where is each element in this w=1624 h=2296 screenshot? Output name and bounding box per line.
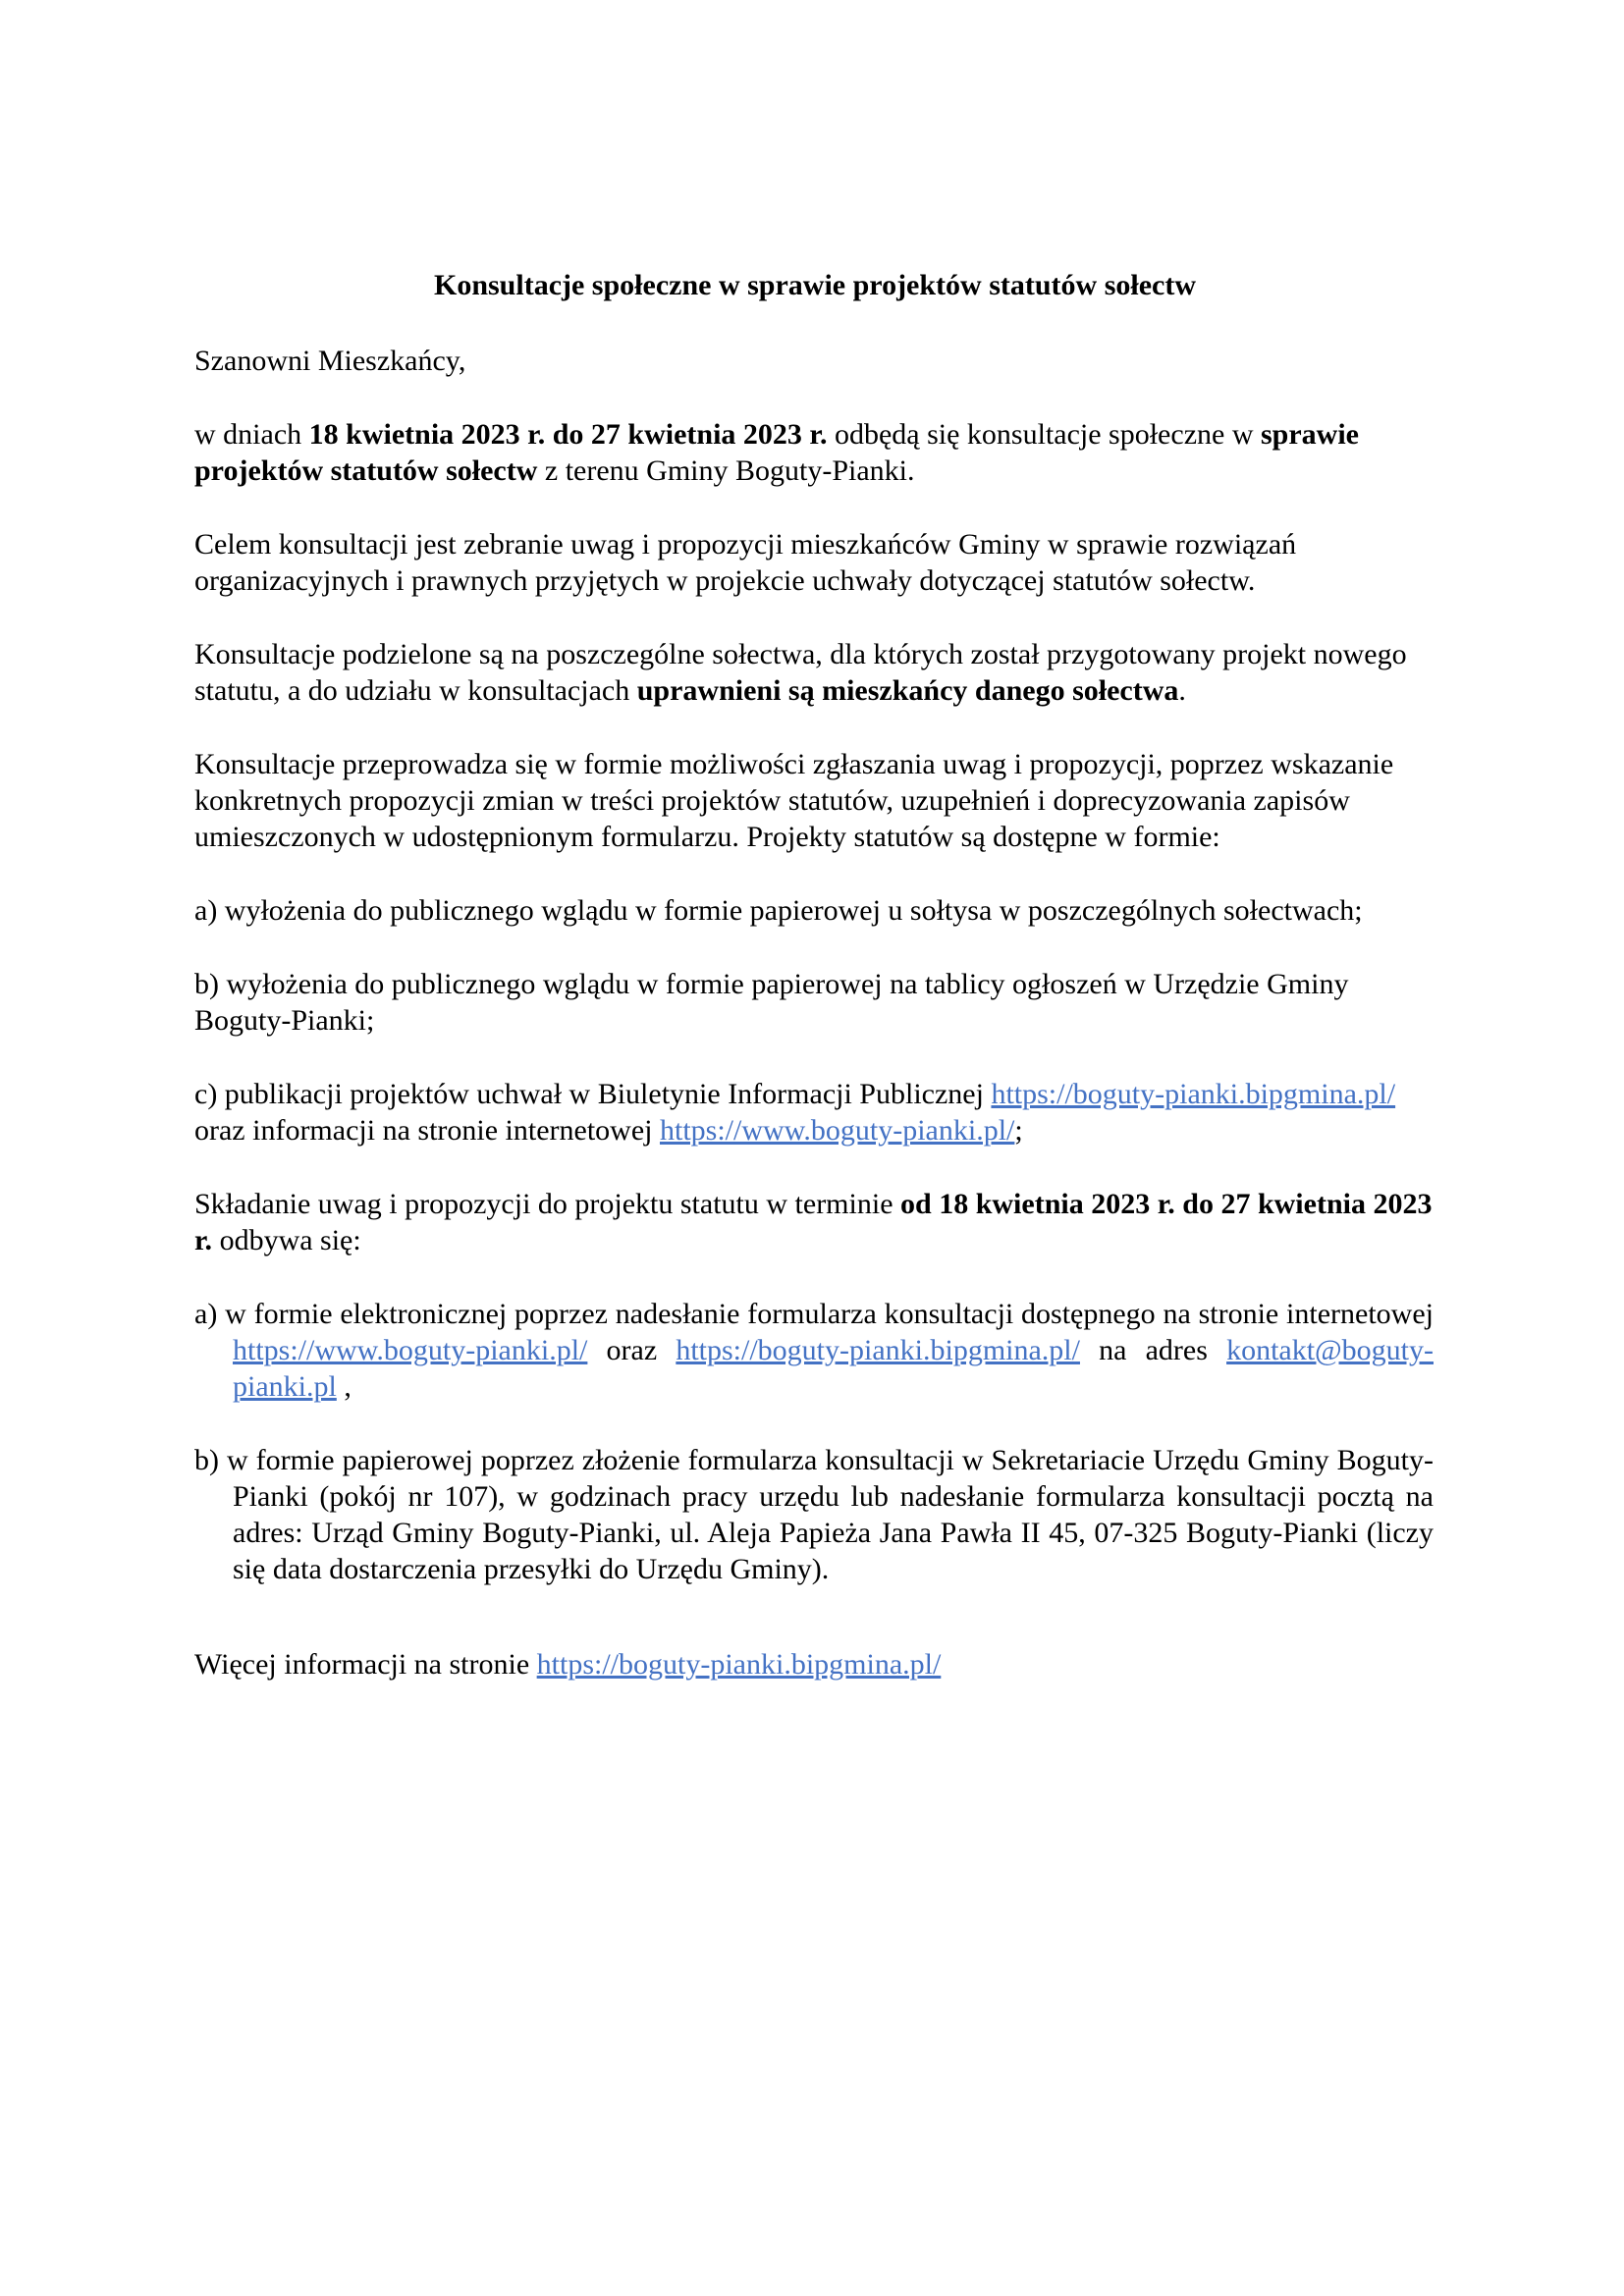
list-item-c	[194, 1076, 1434, 1148]
list-item-a: a) wyłożenia do publicznego wglądu w formie papierowej u sołtysa w poszczególnych sołectwach;	[194, 894, 1363, 927]
paragraph-submission	[194, 1186, 1434, 1258]
text: Składanie uwag i propozycji do projektu statutu w terminie	[194, 1188, 901, 1220]
submission-item-a	[194, 1296, 1434, 1405]
text: odbywa się:	[212, 1224, 361, 1256]
footer-info	[194, 1646, 1434, 1682]
text: odbędą się konsultacje społeczne w	[827, 418, 1261, 451]
text: z terenu Gminy Boguty-Pianki.	[537, 454, 915, 487]
text: Konsultacje podzielone są na poszczególne sołectwa, dla których został przygotowany projekt nowego statutu, a do udziału w konsultacjach	[194, 638, 1407, 707]
text: ,	[336, 1370, 352, 1403]
bip-link[interactable]: https://boguty-pianki.bipgmina.pl/	[991, 1078, 1396, 1110]
text: ;	[1014, 1114, 1023, 1147]
bip-link[interactable]: https://boguty-pianki.bipgmina.pl/	[536, 1648, 942, 1681]
website-link[interactable]: https://www.boguty-pianki.pl/	[233, 1334, 588, 1366]
submission-item-b: b) w formie papierowej poprzez złożenie formularza konsultacji w Sekretariacie Urzędu Gminy Boguty-Pianki (pokój nr 107), w godzinach pracy urzędu lub nadesłanie formularza konsultacji pocztą na adres: Urząd Gminy Boguty-Pianki, ul. Aleja Papieża Jana Pawła II 45, 07-325 Boguty-Pianki (liczy się data dostarczenia przesyłki do Urzędu Gminy).	[194, 1444, 1434, 1585]
text: na adres	[1079, 1334, 1227, 1366]
paragraph-form: Konsultacje przeprowadza się w formie możliwości zgłaszania uwag i propozycji, poprzez wskazanie konkretnych propozycji zmian w treści projektów statutów, uzupełnień i doprecyzowania zapisów umieszczonych w udostępnionym formularzu. Projekty statutów są dostępne w formie:	[194, 748, 1394, 853]
paragraph-eligibility	[194, 636, 1434, 709]
document-title: Konsultacje społeczne w sprawie projektów statutów sołectw	[433, 269, 1196, 301]
email-link[interactable]: kontakt@boguty-pianki.pl	[233, 1334, 1434, 1403]
text: Więcej informacji na stronie	[194, 1648, 537, 1681]
text: a) w formie elektronicznej poprzez nadesłanie formularza konsultacji dostępnego na stronie internetowej	[194, 1298, 1434, 1330]
website-link[interactable]: https://www.boguty-pianki.pl/	[659, 1114, 1015, 1147]
text: .	[1178, 674, 1186, 707]
bold-dates: 18 kwietnia 2023 r. do 27 kwietnia 2023 r.	[308, 418, 828, 451]
text: w dniach	[194, 418, 309, 451]
bip-link[interactable]: https://boguty-pianki.bipgmina.pl/	[676, 1334, 1080, 1366]
text: oraz informacji na stronie internetowej	[194, 1114, 660, 1147]
bold-eligibility: uprawnieni są mieszkańcy danego sołectwa	[636, 674, 1179, 707]
text: c) publikacji projektów uchwał w Biuletynie Informacji Publicznej	[194, 1078, 992, 1110]
paragraph-purpose: Celem konsultacji jest zebranie uwag i propozycji mieszkańców Gminy w sprawie rozwiązań organizacyjnych i prawnych przyjętych w projekcie uchwały dotyczącej statutów sołectw.	[194, 528, 1297, 597]
bold-subject: sprawie projektów statutów sołectw	[194, 418, 1359, 487]
greeting: Szanowni Mieszkańcy,	[194, 345, 466, 377]
document-page	[194, 267, 1434, 1720]
paragraph-dates	[194, 416, 1434, 489]
list-item-b: b) wyłożenia do publicznego wglądu w formie papierowej na tablicy ogłoszeń w Urzędzie Gminy Boguty-Pianki;	[194, 968, 1349, 1037]
bold-submission-dates: od 18 kwietnia 2023 r. do 27 kwietnia 2023 r.	[194, 1188, 1433, 1256]
text: oraz	[587, 1334, 677, 1366]
